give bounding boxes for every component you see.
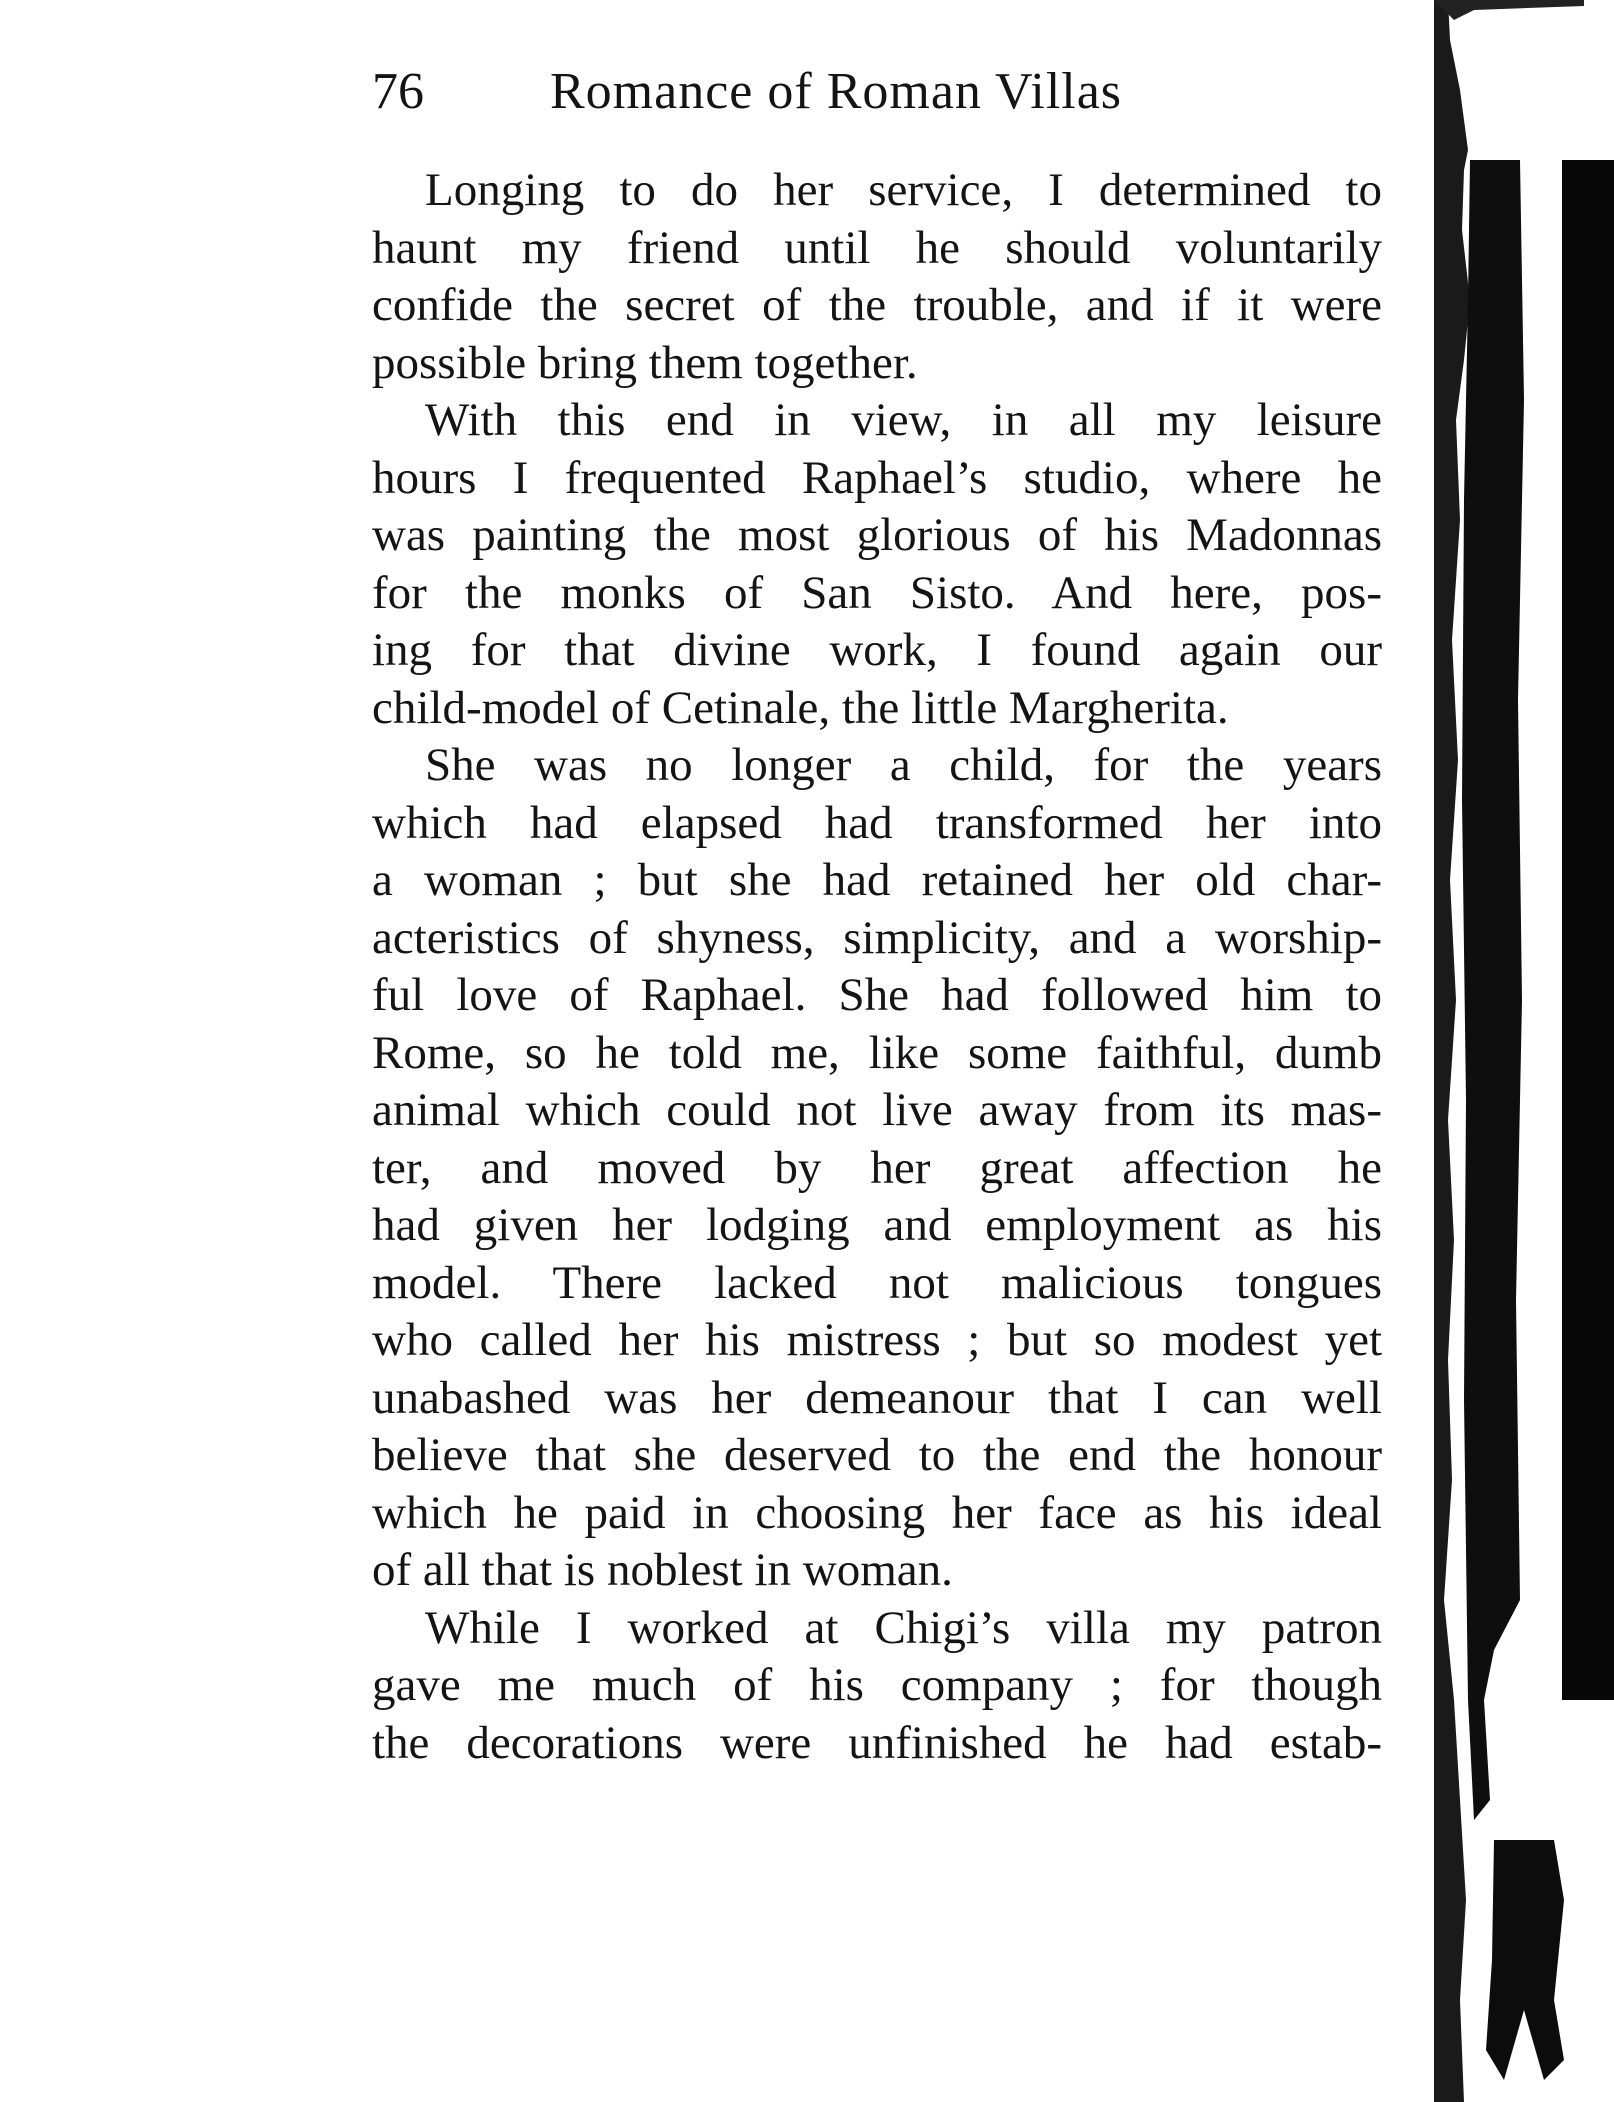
text-line: child-model of Cetinale, the little Margherita. [372,681,1229,734]
text-line: She was no longer a child, for the years [425,739,1382,791]
text-line: which had elapsed had transformed her into [372,796,1382,849]
text-line: who called her his mistress ; but so modest yet [372,1314,1382,1366]
running-head [372,52,1382,132]
text-line: ter, and moved by her great affection he [372,1141,1382,1194]
text-line: had given her lodging and employment as his [372,1199,1382,1251]
text-line: While I worked at Chigi’s villa my patron [425,1601,1382,1654]
text-line: which he paid in choosing her face as his ideal [372,1486,1382,1539]
text-line: model. There lacked not malicious tongues [372,1256,1382,1309]
text-line: ing for that divine work, I found again our [372,624,1382,676]
text-line: ful love of Raphael. She had followed him to [372,969,1382,1021]
paragraph-4 [372,1600,1382,1773]
text-line: for the monks of San Sisto. And here, pos- [372,566,1382,619]
text-line: believe that she deserved to the end the honour [372,1429,1382,1481]
text-line: gave me much of his company ; for though [372,1659,1382,1711]
text-line: unabashed was her demeanour that I can well [372,1371,1382,1424]
page-title: Romance of Roman Villas [550,63,1123,120]
paragraph-3 [372,737,1382,1600]
page-number: 76 [372,63,424,120]
text-line: hours I frequented Raphael’s studio, where he [372,451,1382,504]
text-line: Longing to do her service, I determined to [425,164,1382,216]
text-line: was painting the most glorious of his Madonnas [372,509,1382,561]
text-line: acteristics of shyness, simplicity, and a worship- [372,911,1382,964]
text-line: haunt my friend until he should voluntarily [372,221,1382,274]
text-line: With this end in view, in all my leisure [425,394,1382,446]
body-text [372,162,1382,1772]
paragraph-1 [372,162,1382,392]
text-line: possible bring them together. [372,336,918,389]
binding-edge [1434,0,1614,2102]
text-line: confide the secret of the trouble, and if it were [372,279,1382,331]
text-line: Rome, so he told me, like some faithful, dumb [372,1026,1382,1079]
text-line: the decorations were unfinished he had estab- [372,1716,1382,1769]
text-line: a woman ; but she had retained her old char- [372,854,1382,906]
paragraph-2 [372,392,1382,737]
text-line: animal which could not live away from its mas- [372,1084,1382,1136]
text-line: of all that is noblest in woman. [372,1544,953,1596]
